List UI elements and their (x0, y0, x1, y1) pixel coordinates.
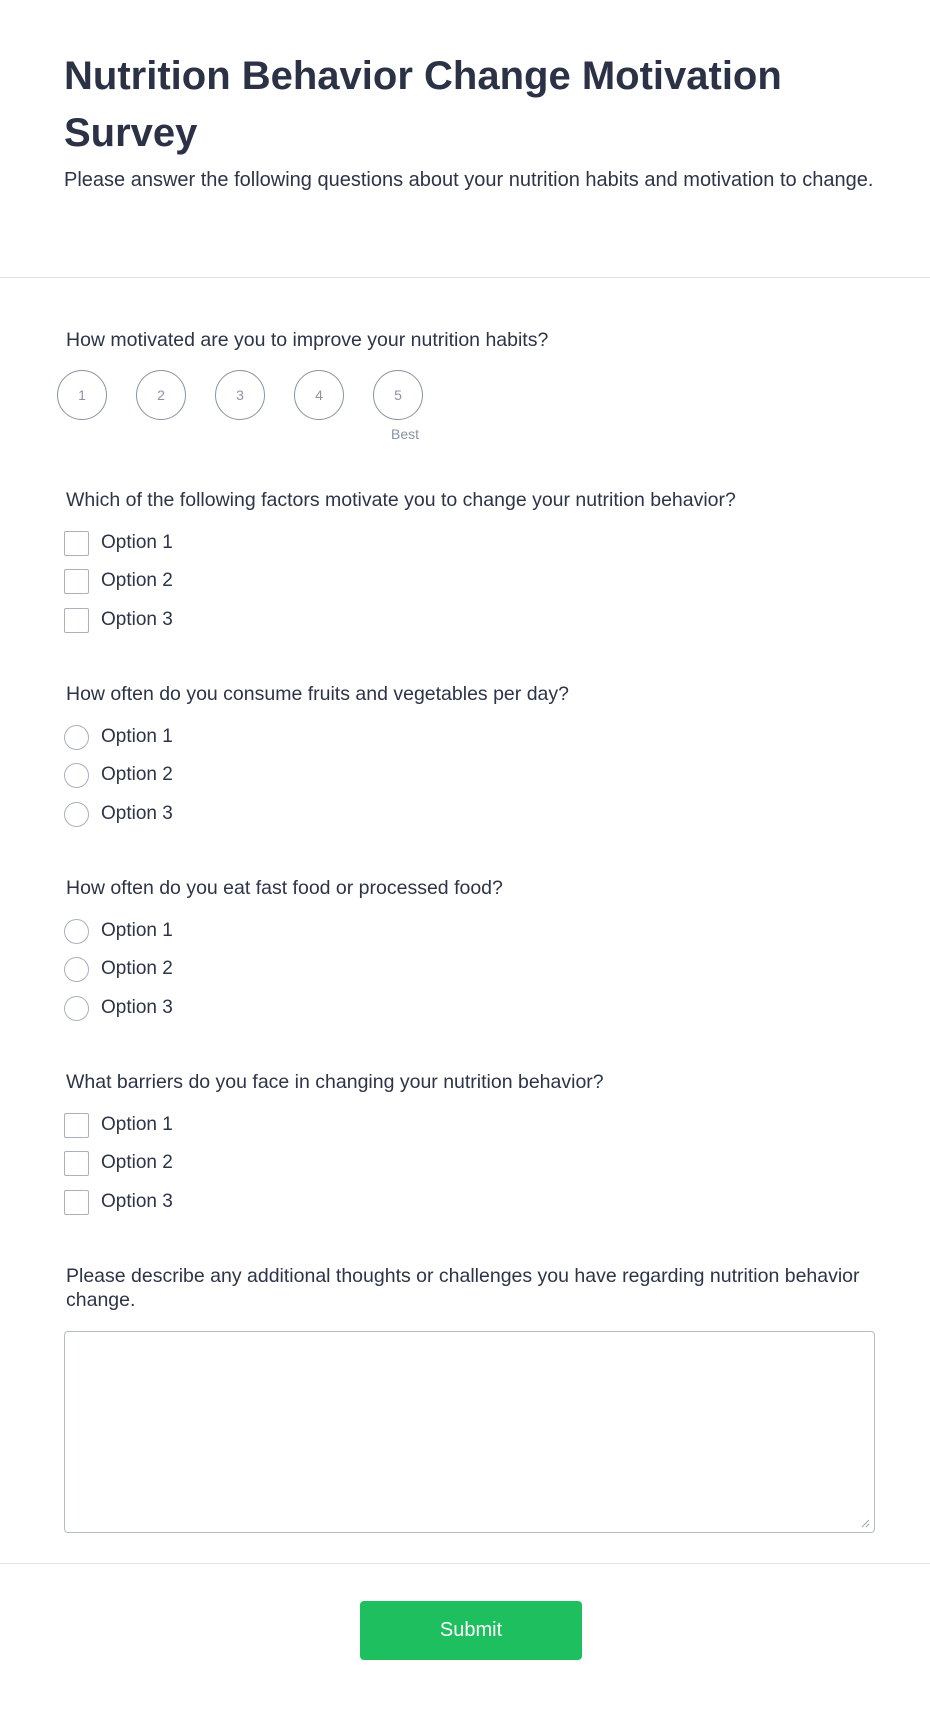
checkbox[interactable] (64, 569, 89, 594)
q5-option-3[interactable] (64, 1189, 364, 1215)
form-header (0, 0, 930, 278)
checkbox[interactable] (64, 608, 89, 633)
radio-button[interactable] (64, 996, 89, 1021)
q2-option-3[interactable] (64, 607, 364, 633)
option-label: Option 1 (101, 726, 173, 747)
option-label: Option 1 (101, 532, 173, 553)
option-label: Option 1 (101, 1114, 173, 1135)
rating-option-5[interactable]: 5 (373, 370, 423, 420)
submit-button[interactable]: Submit (360, 1601, 582, 1660)
rating-option-3[interactable]: 3 (215, 370, 265, 420)
q5-option-2[interactable] (64, 1150, 364, 1176)
option-label: Option 3 (101, 1191, 173, 1212)
q2-option-2[interactable] (64, 568, 364, 594)
rating-scale (57, 370, 477, 450)
rating-option-1[interactable]: 1 (57, 370, 107, 420)
rating-option-2[interactable]: 2 (136, 370, 186, 420)
q5-option-1[interactable] (64, 1112, 364, 1138)
option-label: Option 2 (101, 570, 173, 591)
radio-button[interactable] (64, 763, 89, 788)
rating-option-4[interactable]: 4 (294, 370, 344, 420)
option-label: Option 1 (101, 920, 173, 941)
comments-textarea[interactable] (64, 1331, 875, 1533)
radio-button[interactable] (64, 919, 89, 944)
page-subtitle: Please answer the following questions about your nutrition habits and motivation to change. (64, 169, 874, 191)
footer-divider (0, 1563, 930, 1564)
question-3-label: How often do you consume fruits and vegetables per day? (66, 683, 569, 705)
q3-option-2[interactable] (64, 762, 364, 788)
option-label: Option 2 (101, 1152, 173, 1173)
page-title: Nutrition Behavior Change Motivation Survey (64, 54, 782, 155)
option-label: Option 2 (101, 764, 173, 785)
option-label: Option 3 (101, 997, 173, 1018)
resize-grip-icon[interactable] (860, 1518, 870, 1528)
question-1-label: How motivated are you to improve your nutrition habits? (66, 329, 549, 351)
checkbox[interactable] (64, 1190, 89, 1215)
q3-option-3[interactable] (64, 801, 364, 827)
checkbox[interactable] (64, 1151, 89, 1176)
q4-option-2[interactable] (64, 956, 364, 982)
checkbox[interactable] (64, 1113, 89, 1138)
radio-button[interactable] (64, 725, 89, 750)
question-2-label: Which of the following factors motivate you to change your nutrition behavior? (66, 489, 736, 511)
question-6-label: Please describe any additional thoughts or challenges you have regarding nutrition behavior change. (66, 1265, 860, 1311)
rating-best-label: Best (391, 426, 420, 442)
question-4-label: How often do you eat fast food or processed food? (66, 877, 503, 899)
question-5-label: What barriers do you face in changing your nutrition behavior? (66, 1071, 604, 1093)
radio-button[interactable] (64, 802, 89, 827)
q3-option-1[interactable] (64, 724, 364, 750)
option-label: Option 2 (101, 958, 173, 979)
q4-option-3[interactable] (64, 995, 364, 1021)
q2-option-1[interactable] (64, 530, 364, 556)
option-label: Option 3 (101, 803, 173, 824)
checkbox[interactable] (64, 531, 89, 556)
option-label: Option 3 (101, 609, 173, 630)
radio-button[interactable] (64, 957, 89, 982)
q4-option-1[interactable] (64, 918, 364, 944)
